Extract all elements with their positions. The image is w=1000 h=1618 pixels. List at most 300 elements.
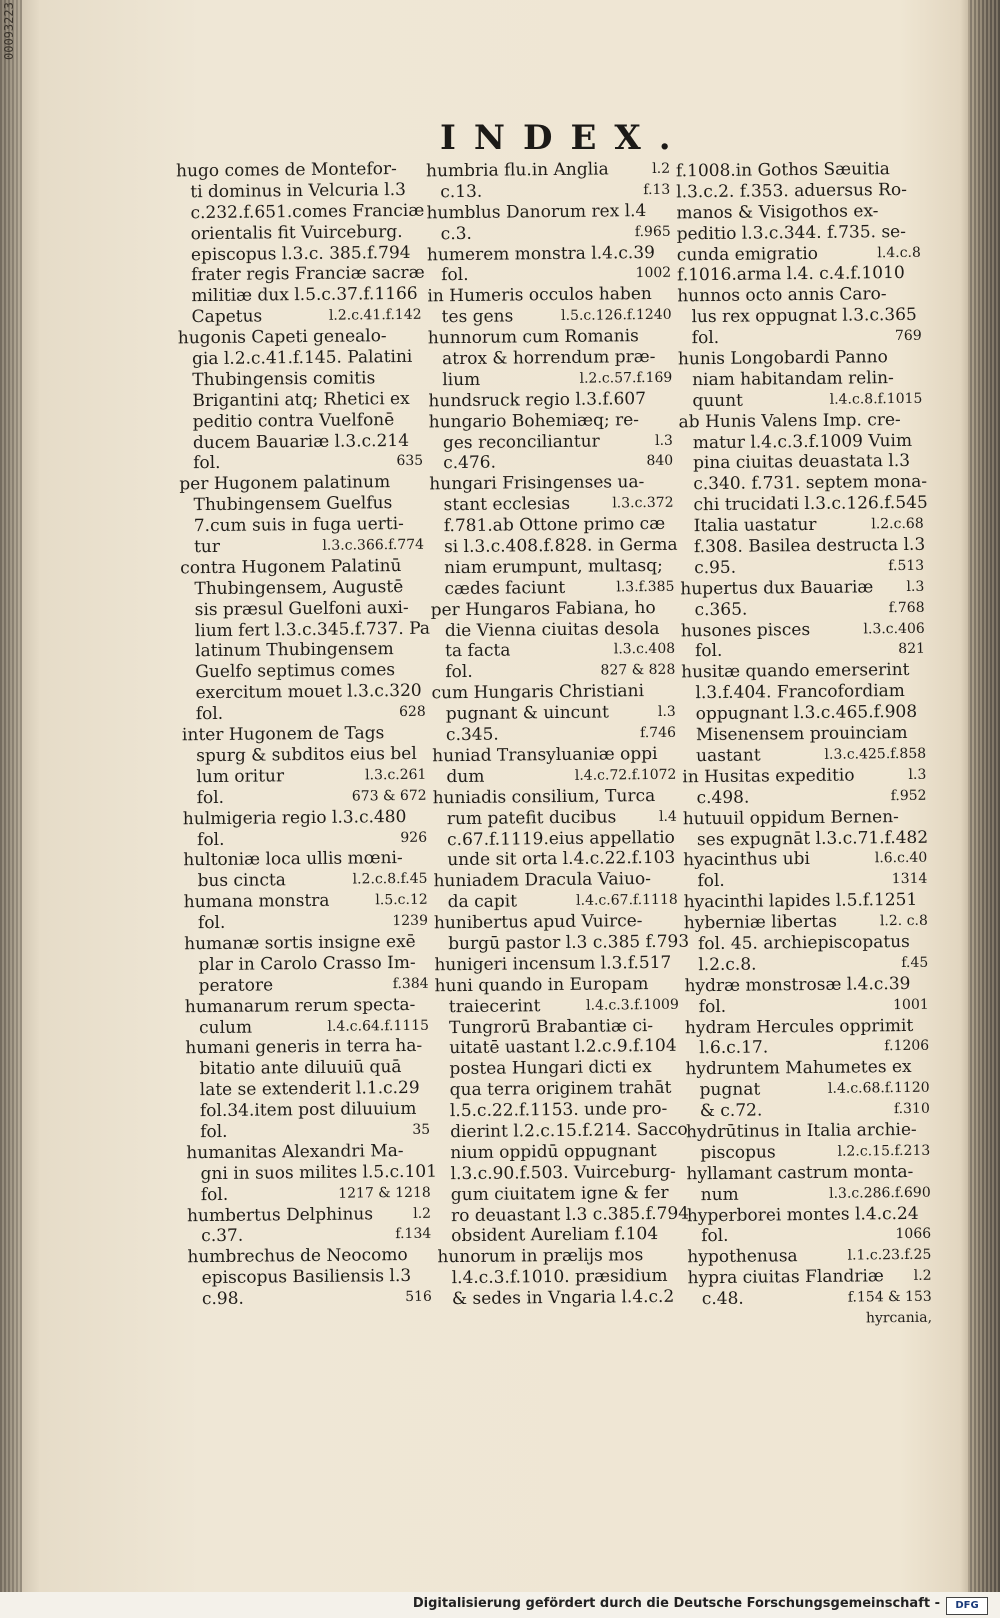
- entry-text: c.3.: [440, 223, 473, 244]
- entry-text: hydræ monstrosæ l.4.c.39: [684, 973, 911, 997]
- entry-text: fol.: [200, 1184, 229, 1205]
- index-entry-line: [684, 890, 934, 914]
- index-entry-line: [686, 1141, 936, 1165]
- entry-reference: 1239: [392, 912, 429, 930]
- entry-reference: 516: [405, 1288, 432, 1306]
- index-entry-line: [178, 326, 428, 350]
- entry-text: cum Hungaris Christiani: [431, 681, 645, 704]
- index-entry-line: [188, 1266, 438, 1290]
- index-entry-line: [677, 263, 927, 287]
- index-entry-line: [432, 702, 682, 726]
- entry-reference: l.2.c.68: [871, 515, 924, 533]
- entry-text: hyacinthi lapides l.5.f.1251: [683, 890, 918, 913]
- index-entry-line: [676, 201, 926, 225]
- entry-reference: 827 & 828: [600, 662, 676, 679]
- index-entry-line: [433, 806, 683, 830]
- entry-reference: l.3: [908, 766, 927, 783]
- entry-text: latinum Thubingensem: [195, 639, 394, 662]
- index-entry-line: [677, 284, 927, 308]
- entry-text: Capetus: [191, 306, 263, 328]
- index-entry-line: [429, 430, 679, 454]
- page-header: INDEX.: [440, 118, 689, 158]
- entry-text: culum: [198, 1017, 253, 1038]
- entry-text: l.6.c.17.: [699, 1037, 769, 1059]
- index-entry-line: [682, 785, 932, 809]
- index-entry-line: [680, 556, 930, 580]
- index-entry-line: [427, 221, 677, 245]
- dfg-logo[interactable]: DFG: [946, 1597, 988, 1615]
- entry-text: huniad Transyluaniæ oppi: [432, 743, 658, 767]
- index-entry-line: [187, 1224, 437, 1248]
- index-entry-line: [180, 535, 430, 559]
- footer-bar: [0, 1592, 1000, 1618]
- entry-reference: f.1206: [884, 1038, 930, 1055]
- entry-reference: f.45: [901, 954, 929, 971]
- entry-text: hunis Longobardi Panno: [677, 347, 888, 370]
- index-entry-line: [178, 389, 428, 413]
- entry-text: huniadis consilium, Turca: [432, 785, 656, 809]
- index-entry-line: [680, 514, 930, 538]
- entry-text: matur l.4.c.3.f.1009 Vuim: [692, 430, 913, 453]
- entry-text: da capit: [447, 891, 518, 913]
- entry-text: humanæ sortis insigne exē: [184, 931, 416, 955]
- index-entry-line: [683, 869, 933, 893]
- index-entry-line: [183, 869, 433, 893]
- index-entry-line: [678, 389, 928, 413]
- index-entry-line: [426, 201, 676, 225]
- entry-text: fol.: [697, 871, 725, 892]
- index-entry-line: [677, 305, 927, 329]
- index-entry-line: [687, 1245, 937, 1269]
- index-entry-line: [186, 1141, 436, 1165]
- entry-text: hydruntem Mahumetes ex: [685, 1057, 912, 1080]
- index-entry-line: [186, 1120, 436, 1144]
- entry-reference: l.2.c.8.f.45: [352, 871, 428, 888]
- entry-text: ges reconciliantur: [442, 431, 600, 453]
- index-entry-line: [176, 180, 426, 204]
- entry-reference: l.3: [906, 578, 925, 595]
- index-entry-line: [182, 765, 432, 789]
- entry-text: humani generis in terra ha-: [185, 1036, 423, 1059]
- entry-text: peratore: [198, 975, 274, 996]
- entry-text: fol.: [691, 328, 720, 349]
- index-entry-line: [679, 409, 929, 433]
- entry-text: plar in Carolo Crasso Im-: [198, 952, 416, 975]
- entry-text: f.308. Basilea destructa l.3: [693, 534, 926, 558]
- entry-reference: f.134: [395, 1226, 432, 1243]
- entry-reference: 1066: [895, 1226, 932, 1243]
- index-entry-line: [178, 347, 428, 371]
- index-entry-line: [432, 765, 682, 789]
- index-entry-line: [687, 1266, 937, 1290]
- index-entry-line: [177, 221, 427, 245]
- index-entry-line: [178, 305, 428, 329]
- entry-text: hungari Frisingenses ua-: [429, 472, 645, 495]
- index-entry-line: [428, 389, 678, 413]
- entry-text: tur: [193, 536, 221, 558]
- entry-text: inter Hugonem de Tags: [181, 723, 385, 746]
- index-entry-line: [438, 1287, 688, 1311]
- entry-text: die Vienna ciuitas desola: [444, 618, 660, 641]
- entry-text: c.67.f.1119.eius appellatio: [446, 827, 675, 850]
- entry-reference: f.965: [634, 223, 671, 240]
- entry-text: & sedes in Vngaria l.4.c.2: [451, 1286, 675, 1310]
- index-entry-line: [681, 660, 931, 684]
- entry-text: hyberniæ libertas: [683, 911, 837, 934]
- entry-text: c.98.: [201, 1288, 244, 1310]
- entry-text: fol.: [196, 787, 225, 808]
- entry-text: Thubingensem Guelfus: [193, 493, 393, 516]
- index-entry-line: [187, 1203, 437, 1227]
- entry-text: pugnat: [699, 1079, 761, 1101]
- index-entry-line: [179, 409, 429, 433]
- entry-text: postea Hungari dicti ex: [449, 1057, 652, 1080]
- index-entry-line: [431, 660, 681, 684]
- index-entry-line: [686, 1120, 936, 1144]
- index-entry-line: [179, 493, 429, 517]
- index-entry-line: [686, 1161, 936, 1185]
- entry-text: l.3.c.90.f.503. Vuirceburg-: [450, 1161, 676, 1184]
- entry-reference: l.4.c.8.f.1015: [829, 390, 923, 408]
- entry-text: fol.: [441, 265, 469, 286]
- index-entry-line: [433, 848, 683, 872]
- index-entry-line: [684, 953, 934, 977]
- entry-text: hunorum in prælijs mos: [437, 1245, 644, 1268]
- index-entry-line: [181, 681, 431, 705]
- entry-text: hutuuil oppidum Bernen-: [682, 806, 899, 829]
- index-entry-line: [181, 639, 431, 663]
- index-entry-line: [431, 618, 681, 642]
- index-entry-line: [427, 263, 677, 287]
- entry-text: uastant: [696, 745, 761, 767]
- index-entry-line: [179, 430, 429, 454]
- entry-reference: l.4.c.68.f.1120: [827, 1079, 930, 1097]
- footer-credit: Digitalisierung gefördert durch die Deutsche Forschungsgemeinschaft -: [412, 1596, 940, 1611]
- entry-text: Thubingensis comitis: [192, 368, 376, 391]
- index-entry-line: [427, 284, 677, 308]
- entry-text: hundsruck regio l.3.f.607: [428, 388, 647, 412]
- entry-text: hulmigeria regio l.3.c.480: [182, 806, 407, 829]
- index-entry-line: [181, 618, 431, 642]
- entry-text: per Hugonem palatinum: [179, 472, 391, 495]
- index-entry-line: [185, 994, 435, 1018]
- index-entry-line: [435, 973, 685, 997]
- index-entry-line: [681, 681, 931, 705]
- entry-reference: l.5.c.12: [375, 891, 428, 909]
- entry-reference: l.3.c.366.f.774: [322, 536, 425, 554]
- entry-text: episcopus l.3.c. 385.f.794: [190, 242, 411, 265]
- index-entry-line: [681, 639, 931, 663]
- entry-text: burgū pastor l.3 c.385 f.793: [448, 931, 690, 955]
- index-entry-line: [678, 347, 928, 371]
- index-entry-line: [182, 744, 432, 768]
- entry-text: fol.: [193, 453, 221, 474]
- index-entry-line: [687, 1203, 937, 1227]
- index-entry-line: [181, 660, 431, 684]
- index-entry-line: [431, 597, 681, 621]
- entry-text: humerem monstra l.4.c.39: [426, 242, 656, 265]
- entry-reference: f.952: [890, 787, 927, 804]
- index-entry-line: [682, 765, 932, 789]
- index-entry-line: [427, 242, 677, 266]
- entry-text: nium oppidū oppugnant: [450, 1140, 657, 1163]
- entry-text: rum patefit ducibus: [446, 806, 617, 829]
- scan-id: 00093223: [2, 2, 16, 60]
- entry-reference: 35: [412, 1121, 431, 1138]
- index-entry-line: [685, 994, 935, 1018]
- entry-text: atrox & horrendum præ-: [441, 346, 656, 370]
- entry-text: gni in suos milites l.5.c.101: [200, 1161, 438, 1184]
- index-entry-line: [177, 242, 427, 266]
- entry-reference: hyrcania,: [865, 1309, 933, 1327]
- entry-text: Guelfo septimus comes: [195, 660, 396, 683]
- index-entry-line: [184, 890, 434, 914]
- index-entry-line: [435, 1036, 685, 1060]
- entry-text: per Hungaros Fabiana, ho: [430, 597, 656, 621]
- entry-text: l.3.f.404. Francofordiam: [695, 681, 905, 704]
- entry-reference: 926: [400, 829, 428, 846]
- index-entry-line: [428, 368, 678, 392]
- index-entry-line: [430, 514, 680, 538]
- entry-text: humblus Danorum rex l.4: [426, 200, 647, 224]
- index-entry-line: [683, 848, 933, 872]
- entry-text: huniadem Dracula Vaiuo-: [433, 869, 652, 892]
- entry-text: frater regis Franciæ sacræ: [191, 263, 425, 286]
- entry-text: niam habitandam relin-: [692, 367, 894, 391]
- entry-reference: l.6.c.40: [874, 850, 928, 867]
- entry-text: hunnos octo annis Caro-: [677, 284, 887, 307]
- entry-text: exercitum mouet l.3.c.320: [195, 681, 422, 704]
- entry-text: huni quando in Europam: [434, 973, 649, 997]
- index-entry-line: [433, 827, 683, 851]
- entry-text: spurg & subditos eius bel: [196, 743, 417, 767]
- entry-text: militiæ dux l.5.c.37.f.1166: [191, 284, 418, 307]
- index-entry-line: [180, 514, 430, 538]
- index-entry-line: [676, 180, 926, 204]
- entry-reference: 1314: [891, 871, 928, 888]
- entry-text: humbrechus de Neocomo: [187, 1245, 408, 1268]
- entry-reference: 673 & 672: [351, 787, 427, 805]
- index-entry-line: [677, 242, 927, 266]
- entry-text: c.345.: [445, 724, 499, 746]
- index-entry-line: [687, 1182, 937, 1206]
- entry-reference: l.4.c.64.f.1115: [327, 1017, 430, 1035]
- entry-reference: l.2.c.15.f.213: [837, 1142, 931, 1160]
- index-entry-line: [684, 932, 934, 956]
- entry-text: cunda emigratio: [676, 243, 819, 265]
- entry-text: 7.cum suis in fuga uerti-: [193, 514, 404, 537]
- index-entry-line: [429, 493, 679, 517]
- index-entry-line: [684, 911, 934, 935]
- entry-reference: l.3.c.261: [365, 766, 427, 784]
- index-entry-line: [680, 597, 930, 621]
- entry-reference: l.5.c.126.f.1240: [561, 307, 672, 325]
- index-entry-line: [429, 472, 679, 496]
- entry-text: c.13.: [440, 181, 483, 203]
- entry-text: dum: [446, 766, 485, 787]
- entry-reference: l.3.f.385: [616, 578, 675, 596]
- entry-text: Misenensem prouinciam: [695, 722, 908, 746]
- entry-reference: l.2: [913, 1267, 932, 1285]
- index-entry-line: [432, 723, 682, 747]
- entry-reference: 1001: [893, 996, 929, 1013]
- index-entry-line: [435, 1057, 685, 1081]
- index-column-2: [426, 159, 688, 1311]
- index-entry-line: [679, 430, 929, 454]
- entry-text: c.37.: [201, 1226, 244, 1247]
- entry-text: obsident Aureliam f.104: [451, 1224, 659, 1247]
- entry-text: fol.: [694, 641, 723, 662]
- entry-text: humanitas Alexandri Ma-: [186, 1140, 404, 1164]
- index-entry-line: [437, 1203, 690, 1227]
- index-entry-line: [676, 159, 926, 183]
- entry-text: hugo comes de Montefor-: [175, 159, 397, 182]
- index-entry-line: [183, 827, 433, 851]
- index-entry-line: [432, 744, 682, 768]
- index-entry-line: [436, 1161, 686, 1185]
- entry-reference: 769: [894, 327, 922, 345]
- entry-text: hydrūtinus in Italia archie-: [685, 1119, 917, 1143]
- index-entry-line: [187, 1182, 437, 1206]
- index-entry-line: [180, 556, 430, 580]
- index-entry-line: [682, 702, 932, 726]
- index-entry-line: [679, 472, 929, 496]
- entry-reference: f.154 & 153: [847, 1288, 932, 1306]
- index-entry-line: [435, 1015, 685, 1039]
- index-entry-line: [431, 681, 681, 705]
- entry-reference: l.3.c.408: [613, 641, 676, 658]
- entry-text: c.365.: [694, 599, 748, 620]
- entry-text: fol.: [200, 1121, 228, 1143]
- entry-text: bus cincta: [197, 870, 286, 892]
- entry-reference: l.3: [654, 432, 674, 449]
- entry-text: fol.34.item post diluuium: [199, 1098, 417, 1122]
- entry-text: in Husitas expeditio: [682, 765, 855, 788]
- index-entry-line: [182, 702, 432, 726]
- entry-reference: 1002: [635, 265, 672, 282]
- index-entry-line: [176, 159, 426, 183]
- entry-text: humanarum rerum specta-: [184, 994, 416, 1017]
- entry-text: fol.: [698, 996, 727, 1017]
- index-entry-line: [677, 221, 927, 245]
- entry-reference: 628: [398, 703, 426, 721]
- entry-text: c.48.: [701, 1288, 744, 1310]
- entry-text: ses expugnāt l.3.c.71.f.482: [696, 827, 929, 850]
- entry-reference: f.13: [643, 181, 671, 198]
- entry-text: fol. 45. archiepiscopatus: [697, 931, 910, 955]
- index-entry-line: [178, 368, 428, 392]
- entry-text: in Humeris occulos haben: [427, 284, 652, 307]
- index-entry-line: [685, 1057, 935, 1081]
- index-entry-line: [434, 890, 684, 914]
- entry-text: c.498.: [696, 787, 750, 808]
- entry-text: l.4.c.3.f.1010. præsidium: [451, 1266, 668, 1289]
- index-entry-line: [437, 1182, 687, 1206]
- entry-text: num: [700, 1184, 739, 1205]
- index-entry-line: [686, 1078, 936, 1102]
- entry-text: lus rex oppugnat l.3.c.365: [691, 305, 917, 328]
- index-entry-line: [428, 326, 678, 350]
- index-entry-line: [179, 472, 429, 496]
- entry-text: niam erumpunt, multasq;: [444, 555, 663, 579]
- index-entry-line: [183, 785, 433, 809]
- index-entry-line: [429, 451, 679, 475]
- index-entry-line: [186, 1099, 436, 1123]
- entry-text: pina ciuitas deuastata l.3: [692, 451, 911, 474]
- entry-text: peditio contra Vuelfonē: [192, 409, 395, 432]
- index-entry-line: [431, 639, 681, 663]
- entry-reference: l.4.c.8: [877, 244, 921, 261]
- entry-text: oppugnant l.3.c.465.f.908: [695, 702, 918, 725]
- entry-text: fol.: [701, 1226, 729, 1247]
- entry-text: hunigeri incensum l.3.f.517: [434, 952, 672, 976]
- index-entry-line: [430, 577, 680, 601]
- index-entry-line: [184, 911, 434, 935]
- index-entry-line: [183, 806, 433, 830]
- index-entry-line: [687, 1224, 937, 1248]
- index-entry-line: [685, 1015, 935, 1039]
- index-entry-line: [185, 973, 435, 997]
- index-entry-line: [430, 535, 680, 559]
- entry-text: hyllamant castrum monta-: [686, 1161, 914, 1185]
- index-entry-line: [434, 911, 684, 935]
- entry-text: Tungrorū Brabantiæ ci-: [448, 1015, 654, 1038]
- entry-text: ab Hunis Valens Imp. cre-: [678, 409, 901, 433]
- entry-reference: l.1.c.23.f.25: [847, 1247, 932, 1264]
- index-entry-line: [679, 493, 929, 517]
- index-entry-line: [426, 159, 676, 183]
- entry-reference: 635: [396, 453, 424, 470]
- entry-text: fol.: [196, 829, 225, 850]
- index-entry-line: [435, 994, 685, 1018]
- index-entry-line: [185, 1015, 435, 1039]
- entry-text: dierint l.2.c.15.f.214. Sacco: [450, 1119, 688, 1143]
- entry-text: hugonis Capeti genealo-: [177, 326, 387, 349]
- index-entry-line: [684, 973, 934, 997]
- entry-text: ti dominus in Velcuria l.3: [190, 179, 407, 203]
- entry-text: f.1016.arma l.4. c.4.f.1010: [676, 263, 905, 286]
- index-entry-line: [437, 1245, 687, 1269]
- index-entry-line: [678, 368, 928, 392]
- index-entry-line: [185, 1057, 435, 1081]
- entry-reference: f.310: [893, 1100, 930, 1118]
- entry-reference: l.4: [658, 808, 677, 825]
- entry-text: fol.: [197, 912, 226, 934]
- index-entry-line: [686, 1099, 936, 1123]
- index-entry-line: [685, 1036, 935, 1060]
- entry-text: & c.72.: [699, 1100, 763, 1122]
- entry-text: hupertus dux Bauariæ: [680, 577, 874, 600]
- entry-reference: f.513: [888, 557, 925, 575]
- entry-text: hydram Hercules opprimit: [684, 1015, 914, 1038]
- entry-text: orientalis fit Vuirceburg.: [190, 221, 403, 244]
- index-entry-line: [433, 869, 683, 893]
- entry-text: ro deuastant l.3 c.385.f.794: [450, 1203, 690, 1226]
- entry-reference: l.2: [413, 1205, 432, 1222]
- entry-text: husones pisces: [680, 619, 811, 641]
- index-entry-line: [188, 1287, 438, 1311]
- index-entry-line: [679, 451, 929, 475]
- index-entry-line: [438, 1266, 688, 1290]
- entry-reference: f.746: [640, 724, 677, 742]
- index-entry-line: [184, 932, 434, 956]
- entry-text: hungario Bohemiæq; re-: [428, 409, 640, 433]
- entry-reference: l.4.c.72.f.1072: [574, 766, 677, 784]
- index-entry-line: [177, 263, 427, 287]
- entry-reference: f.384: [392, 975, 429, 992]
- entry-text: Thubingensem, Augustē: [194, 576, 404, 599]
- book-page-edges-right: [968, 0, 1000, 1618]
